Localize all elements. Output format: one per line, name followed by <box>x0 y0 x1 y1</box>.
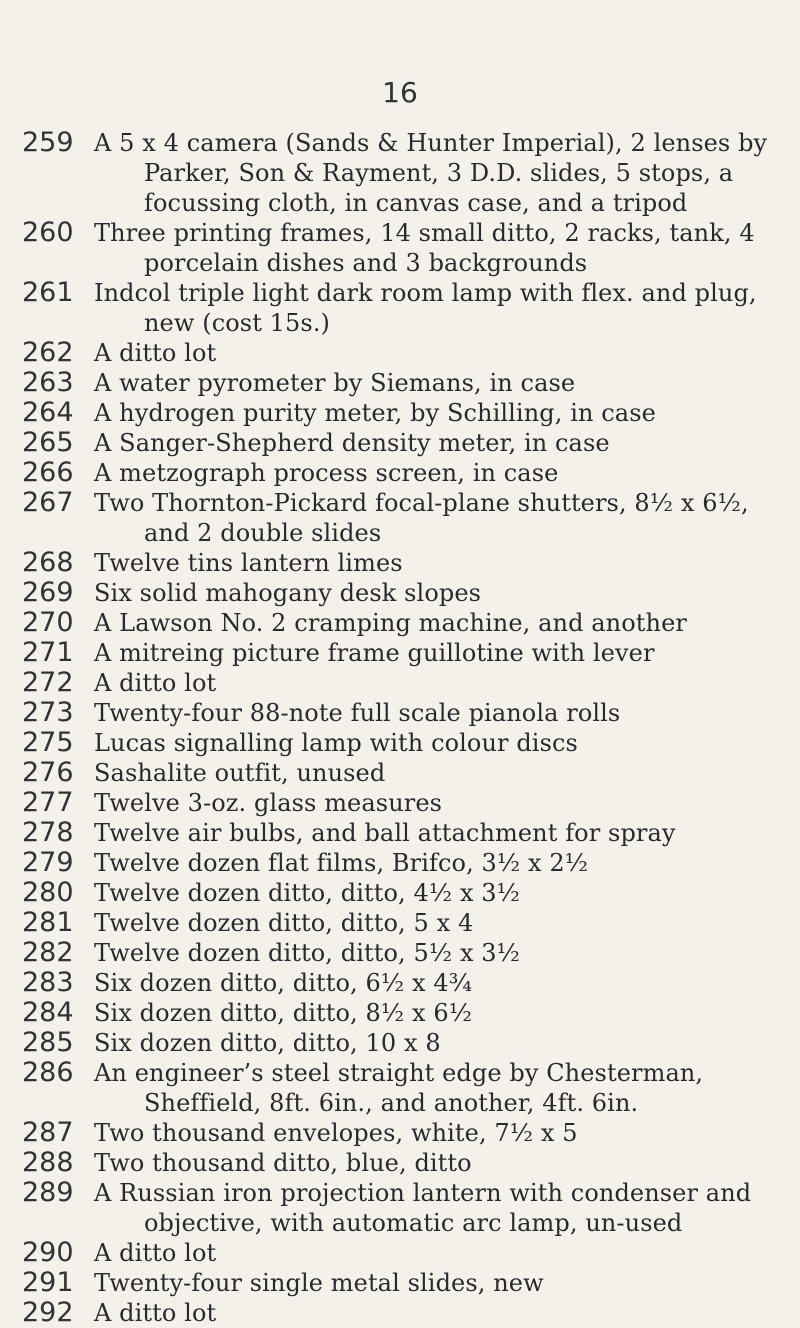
lot-description: Six dozen ditto, ditto, 10 x 8 <box>94 1029 441 1057</box>
lot-number: 289 <box>22 1177 74 1208</box>
lot-description: Twelve 3-oz. glass measures <box>94 789 443 817</box>
lot-entry <box>22 608 792 638</box>
lot-description: Twenty-four 88-note full scale pianola rolls <box>94 699 621 727</box>
lot-entry <box>22 458 792 488</box>
lot-description: A ditto lot <box>94 1299 217 1327</box>
lot-entry <box>22 1298 792 1328</box>
lot-description: A Russian iron projection lantern with condenser and objective, with automatic arc lamp, un-used <box>94 1179 752 1237</box>
lot-entry <box>22 818 792 848</box>
lot-entry <box>22 1028 792 1058</box>
lot-entry <box>22 788 792 818</box>
lot-number: 259 <box>22 127 74 158</box>
lot-number: 271 <box>22 637 74 668</box>
lot-description: Twelve tins lantern limes <box>94 549 403 577</box>
lot-description: Sashalite outfit, unused <box>94 759 386 787</box>
lot-description: A water pyrometer by Siemans, in case <box>94 369 576 397</box>
lot-number: 273 <box>22 697 74 728</box>
lot-description: Twelve dozen ditto, ditto, 5 x 4 <box>94 909 474 937</box>
lot-entry <box>22 548 792 578</box>
lot-number: 283 <box>22 967 74 998</box>
lot-entry <box>22 1268 792 1298</box>
lot-number: 286 <box>22 1057 74 1088</box>
lot-description: A metzograph process screen, in case <box>94 459 559 487</box>
lot-number: 285 <box>22 1027 74 1058</box>
lot-number: 264 <box>22 397 74 428</box>
lot-number: 277 <box>22 787 74 818</box>
lot-description: Indcol triple light dark room lamp with flex. and plug, new (cost 15s.) <box>94 279 757 337</box>
lot-description: Twelve dozen ditto, ditto, 4½ x 3½ <box>94 879 521 907</box>
lot-number: 272 <box>22 667 74 698</box>
lot-description: An engineer’s steel straight edge by Chesterman, Sheffield, 8ft. 6in., and another, 4ft. 6in. <box>94 1059 704 1117</box>
lot-number: 280 <box>22 877 74 908</box>
lot-entry <box>22 998 792 1028</box>
lot-description: Lucas signalling lamp with colour discs <box>94 729 578 757</box>
lot-number: 287 <box>22 1117 74 1148</box>
lot-number: 279 <box>22 847 74 878</box>
lot-number: 291 <box>22 1267 74 1298</box>
lot-number: 266 <box>22 457 74 488</box>
lot-entry <box>22 218 792 278</box>
lot-number: 269 <box>22 577 74 608</box>
lot-number: 265 <box>22 427 74 458</box>
lot-entry <box>22 938 792 968</box>
lot-description: Six dozen ditto, ditto, 6½ x 4¾ <box>94 969 473 997</box>
lot-description: A ditto lot <box>94 669 217 697</box>
lot-number: 290 <box>22 1237 74 1268</box>
lot-entry <box>22 1178 792 1238</box>
lot-description: A ditto lot <box>94 339 217 367</box>
lot-number: 282 <box>22 937 74 968</box>
lot-description: Two thousand ditto, blue, ditto <box>94 1149 472 1177</box>
lot-description: Two thousand envelopes, white, 7½ x 5 <box>94 1119 578 1147</box>
lot-description: A Sanger-Shepherd density meter, in case <box>94 429 610 457</box>
lot-entry <box>22 638 792 668</box>
lot-entry <box>22 908 792 938</box>
lot-entry <box>22 488 792 548</box>
lot-entry <box>22 578 792 608</box>
lot-entry <box>22 278 792 338</box>
lot-list <box>22 128 792 1328</box>
lot-description: A ditto lot <box>94 1239 217 1267</box>
lot-number: 261 <box>22 277 74 308</box>
lot-number: 278 <box>22 817 74 848</box>
lot-number: 288 <box>22 1147 74 1178</box>
lot-entry <box>22 1148 792 1178</box>
lot-description: Six solid mahogany desk slopes <box>94 579 482 607</box>
lot-number: 292 <box>22 1297 74 1328</box>
lot-description: Six dozen ditto, ditto, 8½ x 6½ <box>94 999 473 1027</box>
lot-description: Twelve dozen flat films, Brifco, 3½ x 2½ <box>94 849 589 877</box>
lot-entry <box>22 968 792 998</box>
lot-entry <box>22 668 792 698</box>
lot-description: Twelve air bulbs, and ball attachment for spray <box>94 819 676 847</box>
lot-description: Three printing frames, 14 small ditto, 2 racks, tank, 4 porcelain dishes and 3 backgrounds <box>94 219 755 277</box>
lot-description: A Lawson No. 2 cramping machine, and another <box>94 609 687 637</box>
lot-entry <box>22 728 792 758</box>
lot-number: 267 <box>22 487 74 518</box>
lot-entry <box>22 1058 792 1118</box>
lot-number: 262 <box>22 337 74 368</box>
lot-entry <box>22 848 792 878</box>
lot-description: A 5 x 4 camera (Sands & Hunter Imperial), 2 lenses by Parker, Son & Rayment, 3 D.D. slides, 5 stops, a focussing cloth, in canvas case, and a tripod <box>94 129 768 217</box>
lot-number: 268 <box>22 547 74 578</box>
lot-entry <box>22 758 792 788</box>
lot-entry <box>22 698 792 728</box>
lot-number: 284 <box>22 997 74 1028</box>
lot-description: A hydrogen purity meter, by Schilling, in case <box>94 399 656 427</box>
lot-number: 281 <box>22 907 74 938</box>
lot-entry <box>22 428 792 458</box>
lot-number: 276 <box>22 757 74 788</box>
page-number: 16 <box>382 76 418 109</box>
lot-description: Two Thornton-Pickard focal-plane shutters, 8½ x 6½, and 2 double slides <box>94 489 749 547</box>
lot-description: Twelve dozen ditto, ditto, 5½ x 3½ <box>94 939 521 967</box>
lot-entry <box>22 1118 792 1148</box>
lot-number: 270 <box>22 607 74 638</box>
lot-number: 275 <box>22 727 74 758</box>
lot-entry <box>22 878 792 908</box>
lot-entry <box>22 1238 792 1268</box>
lot-entry <box>22 128 792 218</box>
lot-entry <box>22 398 792 428</box>
lot-entry <box>22 368 792 398</box>
lot-description: A mitreing picture frame guillotine with lever <box>94 639 655 667</box>
lot-description: Twenty-four single metal slides, new <box>94 1269 544 1297</box>
lot-entry <box>22 338 792 368</box>
lot-number: 260 <box>22 217 74 248</box>
lot-number: 263 <box>22 367 74 398</box>
